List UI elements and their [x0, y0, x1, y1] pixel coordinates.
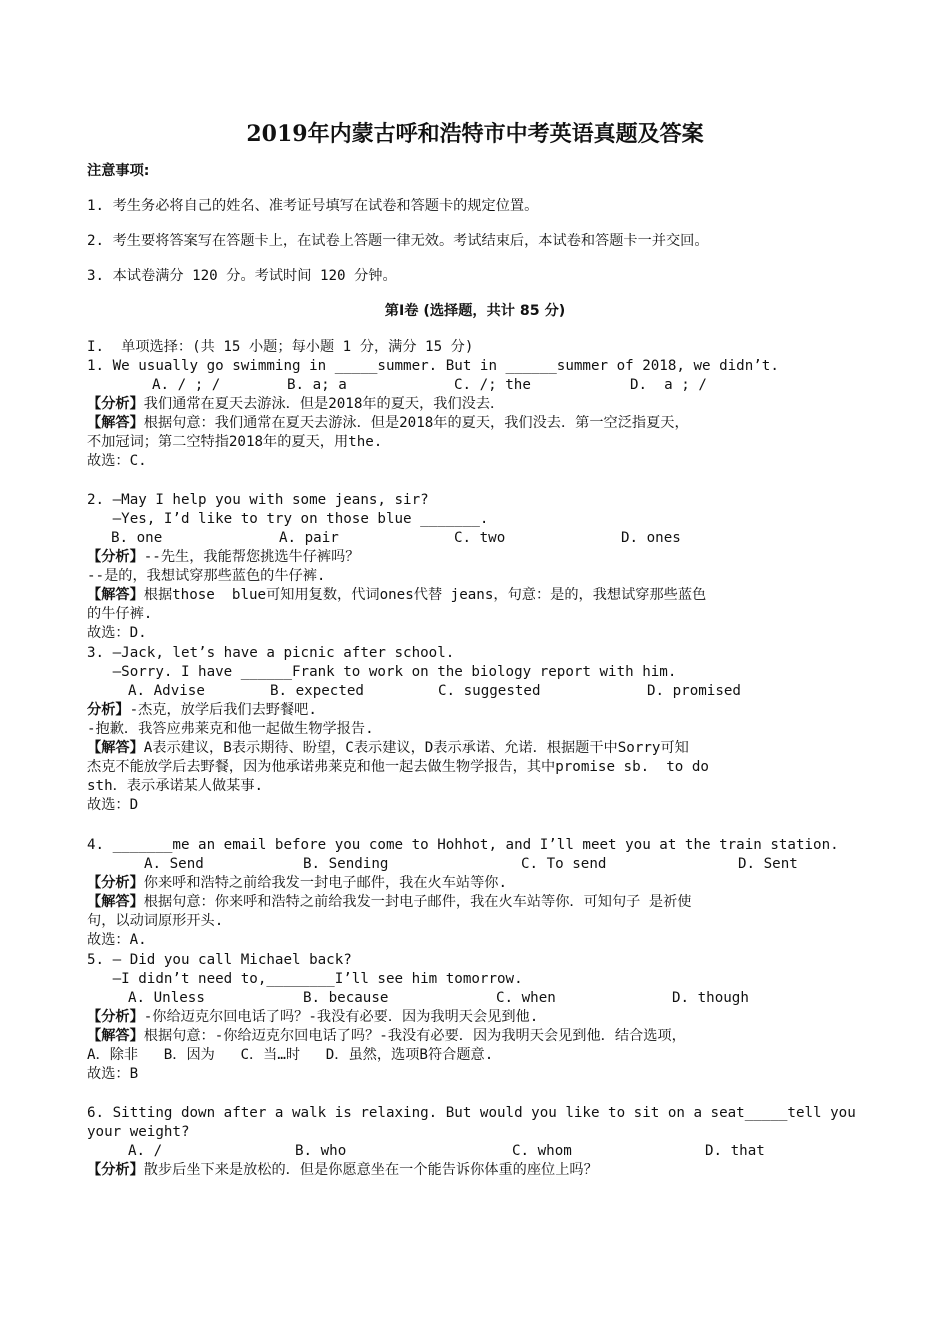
q6-option-b: B. who — [295, 1143, 347, 1159]
q4-solution — [87, 893, 691, 912]
q6-stem-2: your weight? — [87, 1124, 190, 1140]
solution-tag: 【解答】 — [87, 415, 144, 431]
q2-option-b: B. one — [111, 530, 163, 546]
q5-option-a: A. Unless — [128, 990, 205, 1006]
q1-answer: 故选：C. — [87, 453, 147, 469]
q4-option-b: B. Sending — [303, 856, 389, 872]
q6-option-d: D. that — [705, 1143, 765, 1159]
q3-analysis — [87, 701, 317, 720]
q2-analysis-text: --先生，我能帮您挑选牛仔裤吗？ — [143, 549, 360, 565]
q1-stem: 1. We usually go swimming in _____summer. But in ______summer of 2018, we didn’t. — [87, 358, 779, 374]
q4-analysis — [87, 874, 507, 893]
section-title: I. 单项选择：(共 15 小题；每小题 1 分，满分 15 分) — [87, 339, 474, 355]
q5-analysis — [87, 1008, 538, 1027]
solution-tag: 【解答】 — [87, 740, 144, 756]
q3-solution-cont: 杰克不能放学后去野餐，因为他承诺弗莱克和他一起去做生物学报告，其中promise sb. to do — [87, 759, 709, 775]
q3-analysis-cont: -抱歉．我答应弗莱克和他一起做生物学报告. — [87, 721, 374, 737]
q1-solution-cont: 不加冠词；第二空特指2018年的夏天，用the. — [87, 434, 383, 450]
analysis-tag: 【分析】 — [87, 875, 144, 891]
q1-analysis-text: 我们通常在夏天去游泳．但是2018年的夏天，我们没去． — [143, 396, 505, 412]
q5-option-d: D. though — [672, 990, 749, 1006]
q2-option-a: A. pair — [279, 530, 339, 546]
q4-option-d: D. Sent — [738, 856, 798, 872]
q2-stem-2: —Yes, I’d like to try on those blue _______. — [87, 511, 489, 527]
q2-analysis — [87, 548, 359, 567]
q6-option-a: A. / — [128, 1143, 163, 1159]
q1-option-b: B. a; a — [287, 377, 347, 393]
q4-stem: 4. _______me an email before you come to Hohhot, and I’ll meet you at the train station. — [87, 837, 839, 853]
q6-option-c: C. whom — [512, 1143, 572, 1159]
analysis-tag: 【分析】 — [87, 549, 144, 565]
solution-tag: 【解答】 — [87, 587, 144, 603]
q5-option-b: B. because — [303, 990, 389, 1006]
q2-solution-text: 根据those blue可知用复数，代词ones代替 jeans，句意：是的，我想试穿那些蓝色 — [143, 587, 707, 603]
q4-answer: 故选：A. — [87, 932, 147, 948]
q3-stem-1: 3. —Jack, let’s have a picnic after school. — [87, 645, 455, 661]
q4-solution-cont: 句，以动词原形开头. — [87, 913, 224, 929]
q5-analysis-text: -你给迈克尔回电话了吗？-我没有必要．因为我明天会见到他. — [143, 1009, 539, 1025]
q6-analysis-text: 散步后坐下来是放松的．但是你愿意坐在一个能告诉你体重的座位上吗？ — [143, 1162, 598, 1178]
q4-solution-text: 根据句意：你来呼和浩特之前给我发一封电子邮件，我在火车站等你．可知句子 是祈使 — [143, 894, 692, 910]
q2-stem-1: 2. —May I help you with some jeans, sir? — [87, 492, 429, 508]
q1-option-a: A. / ; / — [152, 377, 221, 393]
q5-option-c: C. when — [496, 990, 556, 1006]
q3-option-c: C. suggested — [438, 683, 541, 699]
solution-tag: 【解答】 — [87, 894, 144, 910]
q3-analysis-text: -杰克，放学后我们去野餐吧. — [129, 702, 317, 718]
q3-solution-text: A表示建议，B表示期待、盼望，C表示建议，D表示承诺、允诺．根据题干中Sorry可知 — [143, 740, 689, 756]
analysis-tag: 【分析】 — [87, 396, 144, 412]
analysis-tag: 分析】 — [87, 702, 130, 718]
q5-solution — [87, 1027, 686, 1046]
q3-option-d: D. promised — [647, 683, 741, 699]
q3-answer: 故选：D — [87, 797, 139, 813]
solution-tag: 【解答】 — [87, 1028, 144, 1044]
q4-analysis-text: 你来呼和浩特之前给我发一封电子邮件，我在火车站等你. — [143, 875, 507, 891]
q6-stem-1: 6. Sitting down after a walk is relaxing. But would you like to sit on a seat_____tell you — [87, 1105, 856, 1121]
page-title: 2019年内蒙古呼和浩特市中考英语真题及答案 — [246, 121, 704, 147]
notice-item-3: 3. 本试卷满分 120 分。考试时间 120 分钟。 — [87, 268, 397, 284]
q4-option-a: A. Send — [144, 856, 204, 872]
q2-option-c: C. two — [454, 530, 506, 546]
q3-stem-2: —Sorry. I have ______Frank to work on the biology report with him. — [87, 664, 677, 680]
notice-item-1: 1. 考生务必将自己的姓名、准考证号填写在试卷和答题卡的规定位置。 — [87, 198, 539, 214]
q3-option-b: B. expected — [270, 683, 364, 699]
q3-solution-cont-2: sth．表示承诺某人做某事. — [87, 778, 264, 794]
analysis-tag: 【分析】 — [87, 1162, 144, 1178]
q3-solution — [87, 739, 689, 758]
notice-item-2: 2. 考生要将答案写在答题卡上，在试卷上答题一律无效。考试结束后，本试卷和答题卡一并交回。 — [87, 233, 709, 249]
q1-analysis — [87, 395, 504, 414]
notice-heading: 注意事项: — [87, 163, 150, 179]
q5-solution-text: 根据句意：-你给迈克尔回电话了吗？-我没有必要．因为我明天会见到他．结合选项， — [143, 1028, 686, 1044]
q2-solution-cont: 的牛仔裤. — [87, 606, 153, 622]
analysis-tag: 【分析】 — [87, 1009, 144, 1025]
q6-analysis — [87, 1161, 598, 1180]
q3-option-a: A. Advise — [128, 683, 205, 699]
q2-answer: 故选：D. — [87, 625, 147, 641]
q5-stem-2: —I didn’t need to,________I’ll see him tomorrow. — [87, 971, 523, 987]
q1-solution — [87, 414, 689, 433]
q5-solution-cont: A．除非 B．因为 C．当…时 D．虽然，选项B符合题意. — [87, 1047, 494, 1063]
q2-option-d: D. ones — [621, 530, 681, 546]
part-title: 第Ⅰ卷 (选择题，共计 85 分) — [384, 303, 566, 319]
q1-solution-text: 根据句意：我们通常在夏天去游泳．但是2018年的夏天，我们没去．第一空泛指夏天， — [143, 415, 689, 431]
q2-solution — [87, 586, 706, 605]
q5-stem-1: 5. — Did you call Michael back? — [87, 952, 352, 968]
q2-analysis-cont: --是的，我想试穿那些蓝色的牛仔裤. — [87, 568, 326, 584]
q5-answer: 故选：B — [87, 1066, 139, 1082]
q1-option-c: C. /; the — [454, 377, 531, 393]
q1-option-d: D. a ; / — [630, 377, 707, 393]
q4-option-c: C. To send — [521, 856, 607, 872]
